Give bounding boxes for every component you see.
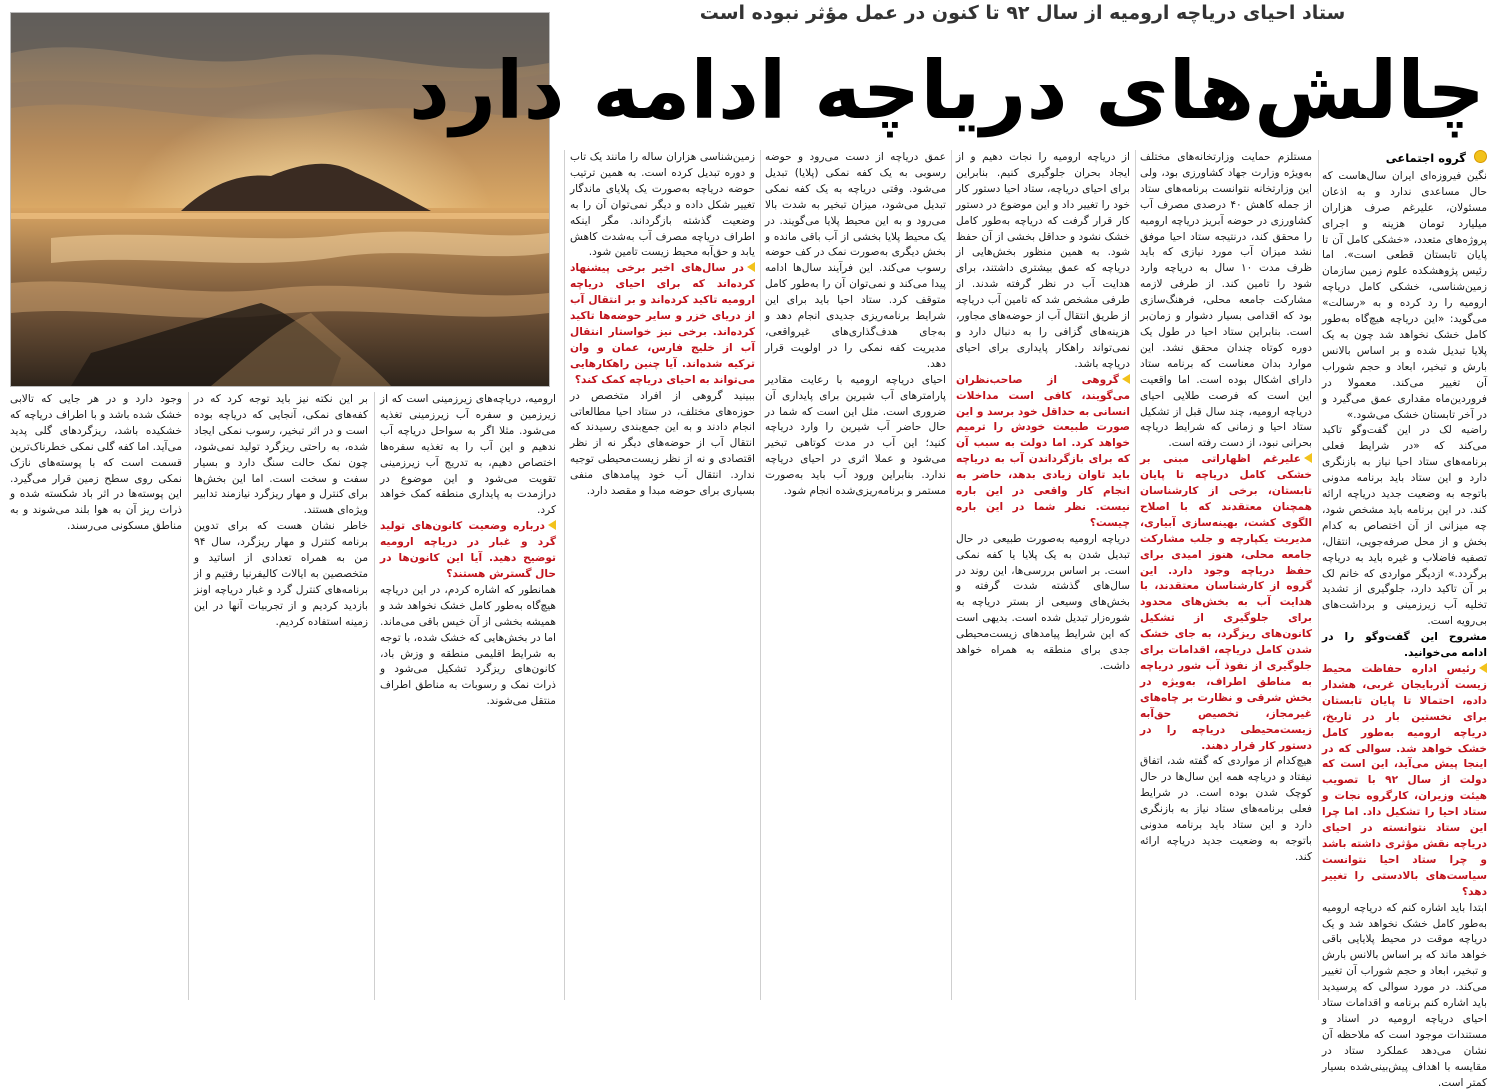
question-arrow-icon (747, 262, 755, 272)
column-6 (380, 392, 556, 1000)
column-divider (564, 150, 565, 1000)
paragraph: از دریاچه ارومیه را نجات دهیم و از ایجاد بحران جلوگیری کنیم. بنابراین برای احیای دریاچه، ستاد احیا دستور کار خود را تغییر داد و این موضوع در دستور کار قرار گرفت که دریاچه به‌طور کامل خشک نشود و حداقل بخشی از آن حفظ شود. به همین منظور بخش‌هایی از دریاچه که عمق بیشتری داشتند، برای هدایت آب در نظر گرفته شدند. از طرفی مشخص شد که تامین آب دریاچه از طریق انتقال آب از حوضه‌های مجاور، هزینه‌های گزافی را به دنبال دارد و نمی‌تواند راهکار پایداری برای احیای دریاچه باشد. (956, 151, 1130, 370)
column-3 (956, 150, 1130, 1000)
column-divider (374, 392, 375, 1000)
section-label (1322, 150, 1487, 167)
question-highlight (956, 373, 1130, 532)
paragraph: عمق دریاچه از دست می‌رود و حوضه رسوبی به یک کفه نمکی (پلایا) تبدیل می‌شود. وقتی دریاچه به یک کفه نمکی تبدیل می‌شود، میزان تبخیر به شدت بالا می‌رود و به این محیط پلایا می‌گویند. در یک محیط پلایا بخشی از آب باقی مانده و بخش دیگری به‌صورت نمک در کف حوضه رسوب می‌کند. این فرآیند سال‌ها ادامه پیدا می‌کند و نمی‌توان آن را به‌طور کامل متوقف کرد. ستاد احیا باید برای این شرایط برنامه‌ریزی جدیدی انجام دهد و به‌جای هدف‌گذاری‌های غیرواقعی، مدیریت کفه نمکی را در اولویت قرار دهد. (765, 151, 946, 370)
question-arrow-icon (1304, 453, 1312, 463)
paragraph: نگین فیروزه‌ای ایران سال‌هاست که حال مساعدی ندارد و به اذعان مسئولان، علیرغم صرف هزاران میلیارد تومان هزینه و اجرای پروژه‌های متعدد، «خشکی کامل آن تا پایان تابستان قطعی است». اما رئیس پژوهشکده علوم زمین سازمان زمین‌شناسی، خشکی کامل دریاچه ارومیه را رد کرده و به «رسالت» می‌گوید: «این دریاچه هیچ‌گاه به‌طور کامل خشک نخواهد شد چون به یک پلایا تبدیل شده و بر اساس بالانس بارش و تبخیر، ابعاد و حجم شوراب آن تغییر می‌کند. معمولا در فروردین‌ماه مقداری عمق می‌گیرد و در آخر تابستان خشک می‌شود.» (1322, 169, 1487, 421)
column-divider (951, 150, 952, 1000)
article-headline: چالش‌های دریاچه ادامه دارد (408, 44, 1485, 137)
paragraph-label: مشروح این گفت‌وگو را در ادامه می‌خوانید. (1322, 631, 1487, 660)
column-divider (188, 392, 189, 1000)
column-5 (570, 150, 755, 1000)
column-7 (194, 392, 368, 1000)
question-text: رئیس اداره حفاظت محیط زیست آذربایجان غربی، هشدار داده، احتمالا تا پایان تابستان برای نخستین بار در تاریخ، دریاچه ارومیه به‌طور کامل خشک خواهد شد. سوالی که در اینجا پیش می‌آید، این است که دولت از سال ۹۲ با تصویب هیئت وزیران، کارگروه نجات و ستاد احیا را تشکیل داد. اما چرا این ستاد نتوانسته در احیای دریاچه نقش مؤثری داشته باشد و چرا ستاد احیا نتوانست سیاست‌های بالادستی را تغییر دهد؟ (1322, 663, 1487, 898)
question-text: علیرغم اظهاراتی مبنی بر خشکی کامل دریاچه تا پایان تابستان، برخی از کارشناسان همچنان معتقدند که با اصلاح الگوی کشت، بهینه‌سازی آبیاری، مدیریت یکپارچه و جلب مشارکت جامعه محلی، هنوز امیدی برای حفظ دریاچه وجود دارد. این گروه از کارشناسان معتقدند، با هدایت آب به بخش‌های محدود برای جلوگیری از تشکیل کانون‌های ریزگرد، به جای خشک شدن کامل دریاچه، اقدامات برای جلوگیری از نفوذ آب شور دریاچه به مناطق اطراف، به‌ویژه در بخش شرقی و نظارت بر چاه‌های غیرمجاز، تخصیص حق‌آبه زیست‌محیطی دریاچه را در دستور کار قرار دهند. (1140, 453, 1312, 752)
question-text: در سال‌های اخیر برخی پیشنهاد کرده‌اند که برای احیای دریاچه ارومیه تاکید کرده‌اند و بر انتقال آب از دریای خزر و سایر حوضه‌ها تاکید کرده‌اند. برخی نیز خواستار انتقال آب از خلیج فارس، عمان و وان ترکیه شده‌اند. آیا چنین راهکارهایی می‌تواند به احیای دریاچه کمک کند؟ (570, 262, 755, 386)
question-arrow-icon (1479, 663, 1487, 673)
paragraph: دریاچه ارومیه به‌صورت طبیعی در حال تبدیل شدن به یک پلایا یا کفه نمکی است. بر اساس بررسی‌ها، این روند در سال‌های گذشته شدت گرفته و بخش‌های وسیعی از بستر دریاچه به شوره‌زار تبدیل شده است. بدیهی است که این شرایط پیامدهای زیست‌محیطی جدی برای منطقه به همراه خواهد داشت. (956, 532, 1130, 672)
paragraph: خاطر نشان هست که برای تدوین برنامه کنترل و مهار ریزگرد، سال ۹۴ من به همراه تعدادی از اساتید و متخصصین به ایالات کالیفرنیا رفتیم و از برنامه‌های کنترل گرد و غبار دریاچه اونز بازدید کردیم و از تجربیات آنها در این زمینه استفاده کردیم. (194, 520, 368, 628)
column-1 (1322, 150, 1487, 1089)
paragraph: راضیه لک در این گفت‌وگو تاکید می‌کند که «در شرایط فعلی برنامه‌های ستاد احیا نیاز به بازنگری دارد و این ستاد باید برنامه مدونی باتوجه به وضعیت جدید دریاچه ارائه کند. در این برنامه باید مشخص شود، چه میزانی از آن اختصاص به کدام بخش و از محل صرفه‌جویی، انتقال، تصفیه فاضلاب و غیره باید به دریاچه برگردد.» ازدیگر مواردی که خانم لک بر آن تاکید دارد، جلوگیری از تشدید تخلیه آب زیرزمینی و برداشت‌های بی‌رویه است. (1322, 424, 1487, 628)
question-text: درباره وضعیت کانون‌های تولید گرد و غبار در دریاچه ارومیه توضیح دهید. آیا این کانون‌ها در حال گسترش هستند؟ (380, 520, 556, 580)
question-arrow-icon (548, 520, 556, 530)
paragraph: زمین‌شناسی هزاران ساله را مانند یک تاب و دوره تبدیل کرده است. به همین ترتیب حوضه دریاچه به‌صورت یک پلایای ماندگار تغییر شکل داده و دیگر نمی‌توان آن را به وضعیت گذشته بازگرداند. مگر اینکه اطراف دریاچه مصرف آب به‌شدت کاهش یابد و حق‌آبه محیط زیست تامین شود. (570, 151, 755, 259)
paragraph: ارومیه، دریاچه‌های زیرزمینی است که از زیرزمین و سفره آب زیرزمینی تغذیه می‌شود. مثلا اگر به سواحل دریاچه آب ندهیم و این آب را به تغذیه سفره‌ها اختصاص دهیم، به تدریج آب زیرزمینی تقویت می‌شود و این موضوع در درازمدت به پایداری منطقه کمک خواهد کرد. (380, 393, 556, 517)
paragraph: احیای دریاچه ارومیه با رعایت مقادیر پارامترهای آب شیرین برای پایداری آن ضروری است. مثل این است که شما در حال حاضر آب شیرین را وارد دریاچه کنید؛ این آب در مدت کوتاهی تبخیر می‌شود و عملا اثری در احیای دریاچه ندارد. بنابراین ورود آب باید به‌صورت مستمر و برنامه‌ریزی‌شده انجام شود. (765, 373, 946, 498)
question-arrow-icon (1122, 374, 1130, 384)
article-kicker: ستاد احیای دریاچه ارومیه از سال ۹۲ تا کنون در عمل مؤثر نبوده است (699, 2, 1346, 24)
paragraph: ببینید گروهی از افراد متخصص در حوزه‌های مختلف، در ستاد احیا مطالعاتی انجام دادند و به این جمع‌بندی رسیدند که انتقال آب از حوضه‌های دیگر نه از نظر اقتصادی و نه از نظر زیست‌محیطی توجیه ندارد. انتقال آب خود پیامدهای منفی بسیاری برای حوضه مبدا و مقصد دارد. (570, 389, 755, 498)
column-divider (1318, 150, 1319, 1000)
paragraph: بر این نکته نیز باید توجه کرد که در کفه‌های نمکی، آنجایی که دریاچه بوده است و در اثر تبخیر، رسوب نمکی ایجاد شده، به راحتی ریزگرد تولید نمی‌شود، چون نمک حالت سنگ دارد و بسیار سفت و سخت است. اما این بخش‌ها برای کنترل و مهار ریزگرد نیازمند تدابیر ویژه‌ای هستند. (194, 393, 368, 517)
question-highlight (1322, 662, 1487, 901)
question-text: گروهی از صاحب‌نظران می‌گویند، کافی است مداخلات انسانی به حداقل خود برسد و این صورت طبیعت خودش را ترمیم خواهد کرد. اما دولت به سبب آن که برای بازگرداندن آب به دریاچه باید تاوان زیادی بدهد، حاضر به انجام کار واقعی در این باره نیست. نظر شما در این باره چیست؟ (956, 373, 1130, 529)
column-2 (1140, 150, 1312, 1000)
section-name: گروه اجتماعی (1385, 151, 1466, 165)
paragraph: هیچ‌کدام از مواردی که گفته شد، اتفاق نیفتاد و دریاچه همه این سال‌ها در حال کوچک شدن بوده است. در شرایط فعلی برنامه‌های ستاد نیاز به بازنگری دارد و این ستاد باید برنامه مدونی باتوجه به وضعیت جدید دریاچه ارائه کند. (1140, 755, 1312, 863)
paragraph: مستلزم حمایت وزارتخانه‌های مختلف به‌ویژه وزارت جهاد کشاورزی بود، ولی این وزارتخانه نتوانست برنامه‌های ستاد از جمله کاهش ۴۰ درصدی مصرف آب کشاورزی در حوضه آبریز دریاچه ارومیه را محقق کند، درنتیجه ستاد احیا موفق نشد میزان آب مورد نیازی که باید ظرف مدت ۱۰ سال به دریاچه وارد شود را تامین کند. از طرفی لازمه مشارکت جامعه محلی، فرهنگ‌سازی بود که اقدامی بسیار دشوار و زمان‌بر است. بنابراین ستاد احیا در طول یک دوره کوتاه چندان محقق نشد. این موارد بدان معناست که برنامه ستاد دارای اشکال بوده است. اما واقعیت این است که فرصت طلایی احیای دریاچه ارومیه، چند سال قبل از تشکیل ستاد احیا و زمانی که شرایط دریاچه بحرانی نبود، از دست رفته است. (1140, 151, 1313, 450)
question-highlight (570, 261, 755, 388)
column-divider (760, 150, 761, 1000)
column-divider (1135, 150, 1136, 1000)
section-bullet-icon (1474, 150, 1487, 163)
paragraph: وجود دارد و در هر جایی که تالابی خشک شده باشد و با اطراف دریاچه که خشکیده باشد، ریزگردهای گلی پدید می‌آید. اما کفه گلی نمکی خطرناک‌ترین قسمت است که با پوسته‌های نازک نمکی روی سطح زمین قرار می‌گیرد. این پوسته‌ها در اثر باد شکسته شده و ذرات ریز آن به هوا بلند می‌شوند و به مناطق مسکونی می‌رسند. (10, 393, 182, 533)
question-highlight (1140, 452, 1312, 754)
question-highlight (380, 519, 556, 583)
column-4 (765, 150, 946, 1000)
paragraph: ابتدا باید اشاره کنم که دریاچه ارومیه به‌طور کامل خشک نخواهد شد و یک دریاچه موقت در محیط پلایایی باقی خواهد ماند که بر اساس بالانس بارش و تبخیر، ابعاد و حجم شوراب آن تغییر می‌کند. در مورد سوالی که پرسیدید باید اشاره کنم برنامه و اقدامات ستاد احیای دریاچه ارومیه در اسناد و مستندات موجود است که ملاحظه آن نشان می‌دهد عملکرد ستاد در مقایسه با اهداف پیش‌بینی‌شده بسیار کمتر است. (1322, 901, 1487, 1089)
paragraph: همانطور که اشاره کردم، در این دریاچه هیچ‌گاه به‌طور کامل خشک نخواهد شد و همیشه بخشی از آن خیس باقی می‌ماند. اما در بخش‌هایی که خشک شده، با توجه به شرایط اقلیمی منطقه و وزش باد، کانون‌های ریزگرد تشکیل می‌شود و ذرات نمک و رسوبات به مناطق اطراف منتقل می‌شوند. (380, 583, 556, 708)
column-8 (10, 392, 182, 1000)
